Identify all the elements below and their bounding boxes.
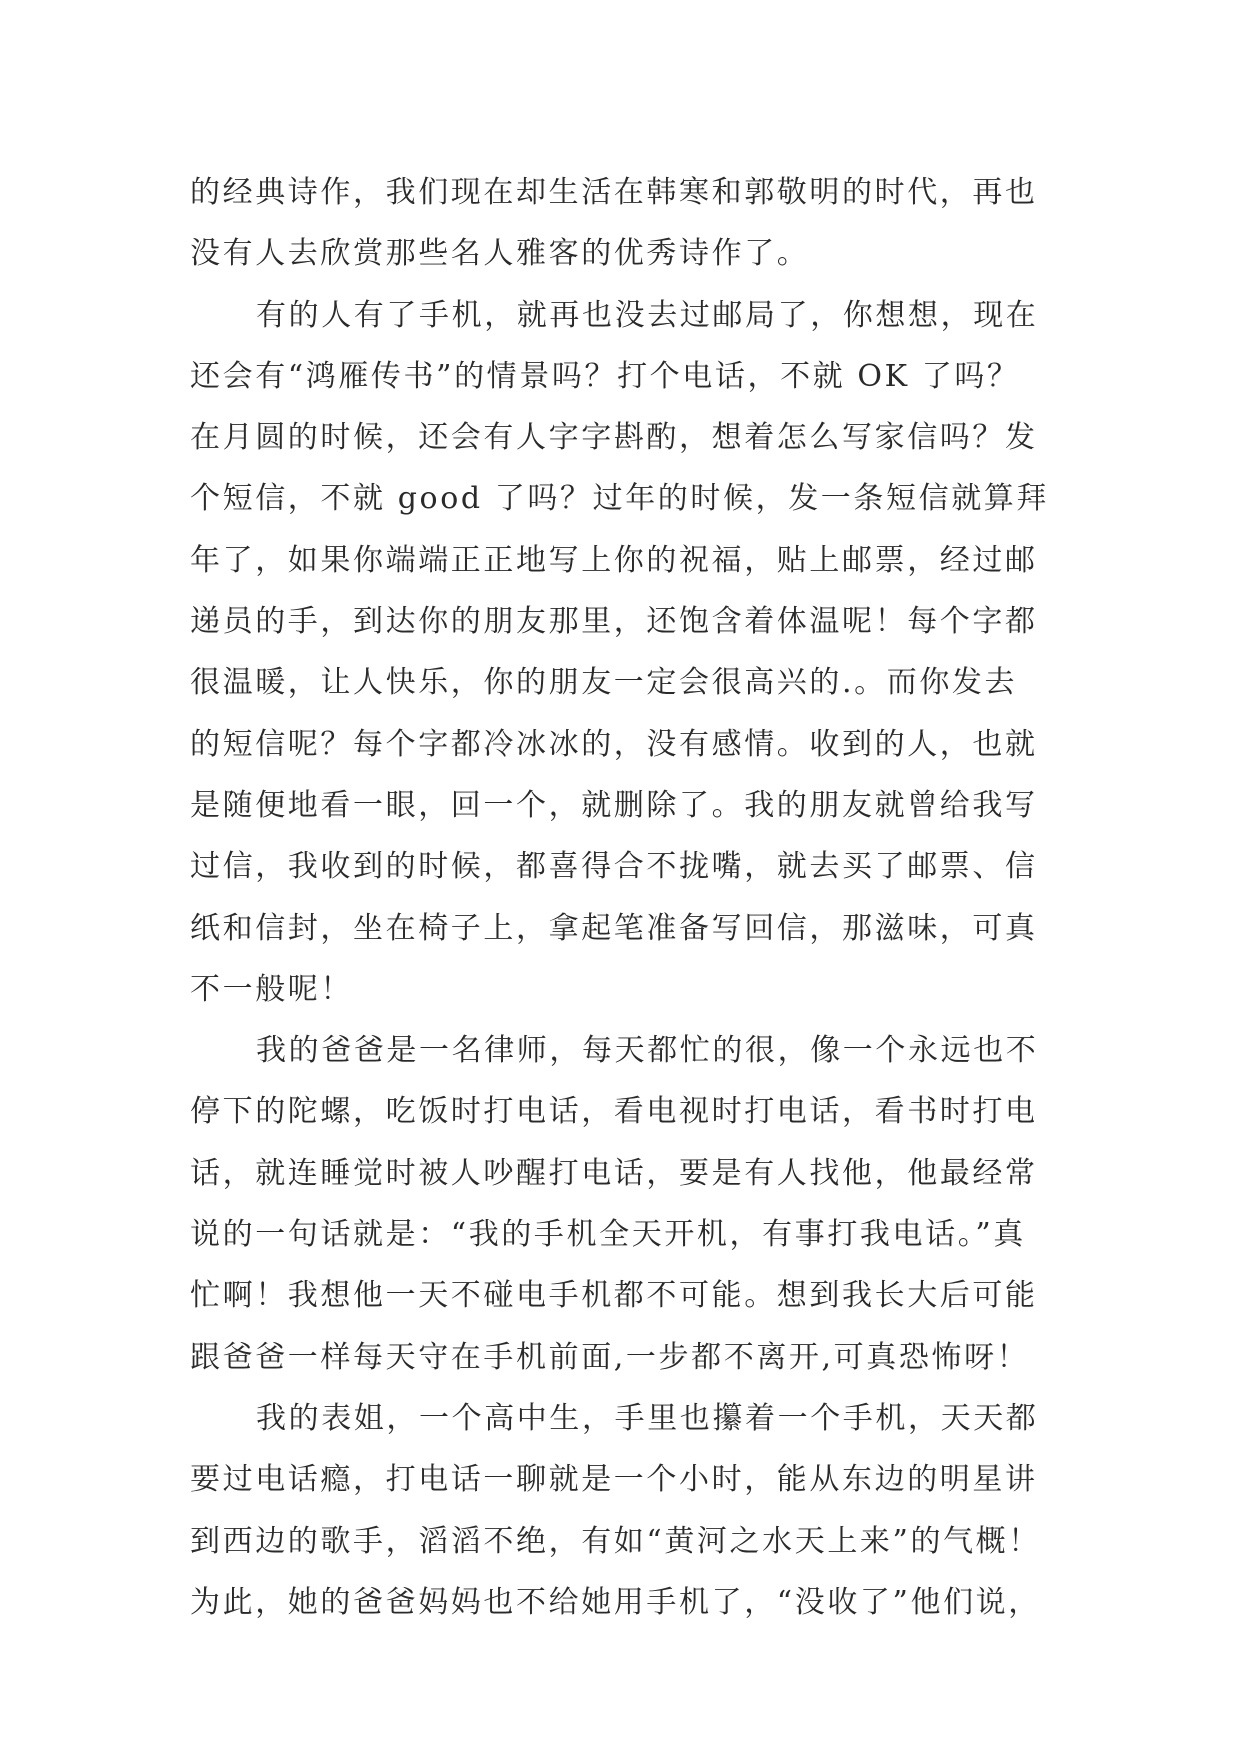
paragraph-start-line: 我的表姐，一个高中生，手里也攥着一个手机，天天都 <box>256 1400 1039 1436</box>
text-line: 话，就连睡觉时被人吵醒打电话，要是有人找他，他最经常 <box>190 1155 1038 1191</box>
text-line: 在月圆的时候，还会有人字字斟酌，想着怎么写家信吗？发 <box>190 420 1038 456</box>
text-line: 很温暖，让人快乐，你的朋友一定会很高兴的.。而你发去 <box>190 665 1018 701</box>
text-line: 递员的手，到达你的朋友那里，还饱含着体温呢！每个字都 <box>190 604 1038 640</box>
text-line: 忙啊！我想他一天不碰电手机都不可能。想到我长大后可能 <box>190 1278 1038 1314</box>
text-line: 到西边的歌手，滔滔不绝，有如“黄河之水天上来”的气概！ <box>190 1523 1041 1559</box>
text-line: 是随便地看一眼，回一个，就删除了。我的朋友就曾给我写 <box>190 787 1038 823</box>
text-line: 说的一句话就是：“我的手机全天开机，有事打我电话。”真 <box>190 1217 1026 1253</box>
text-line: 过信，我收到的时候，都喜得合不拢嘴，就去买了邮票、信 <box>190 849 1038 885</box>
text-line: 个短信，不就 good 了吗？过年的时候，发一条短信就算拜 <box>190 481 1050 517</box>
text-line: 跟爸爸一样每天守在手机前面,一步都不离开,可真恐怖呀！ <box>190 1339 1030 1375</box>
text-line: 不一般呢！ <box>190 971 353 1007</box>
paragraph-start-line: 我的爸爸是一名律师，每天都忙的很，像一个永远也不 <box>256 1033 1039 1069</box>
text-line: 要过电话瘾，打电话一聊就是一个小时，能从东边的明星讲 <box>190 1462 1038 1498</box>
text-line: 年了，如果你端端正正地写上你的祝福，贴上邮票，经过邮 <box>190 542 1038 578</box>
text-line: 纸和信封，坐在椅子上，拿起笔准备写回信，那滋味，可真 <box>190 910 1038 946</box>
text-line: 的短信呢？每个字都冷冰冰的，没有感情。收到的人，也就 <box>190 726 1038 762</box>
text-line: 的经典诗作，我们现在却生活在韩寒和郭敬明的时代，再也 <box>190 175 1038 210</box>
text-line: 没有人去欣赏那些名人雅客的优秀诗作了。 <box>190 236 810 272</box>
document-body <box>190 162 1080 1633</box>
paragraph-start-line: 有的人有了手机，就再也没去过邮局了，你想想，现在 <box>256 297 1039 333</box>
text-line: 还会有“鸿雁传书”的情景吗？打个电话，不就 OK 了吗？ <box>190 358 1020 394</box>
text-line: 停下的陀螺，吃饭时打电话，看电视时打电话，看书时打电 <box>190 1094 1038 1130</box>
text-line: 为此，她的爸爸妈妈也不给她用手机了，“没收了”他们说， <box>190 1584 1041 1620</box>
